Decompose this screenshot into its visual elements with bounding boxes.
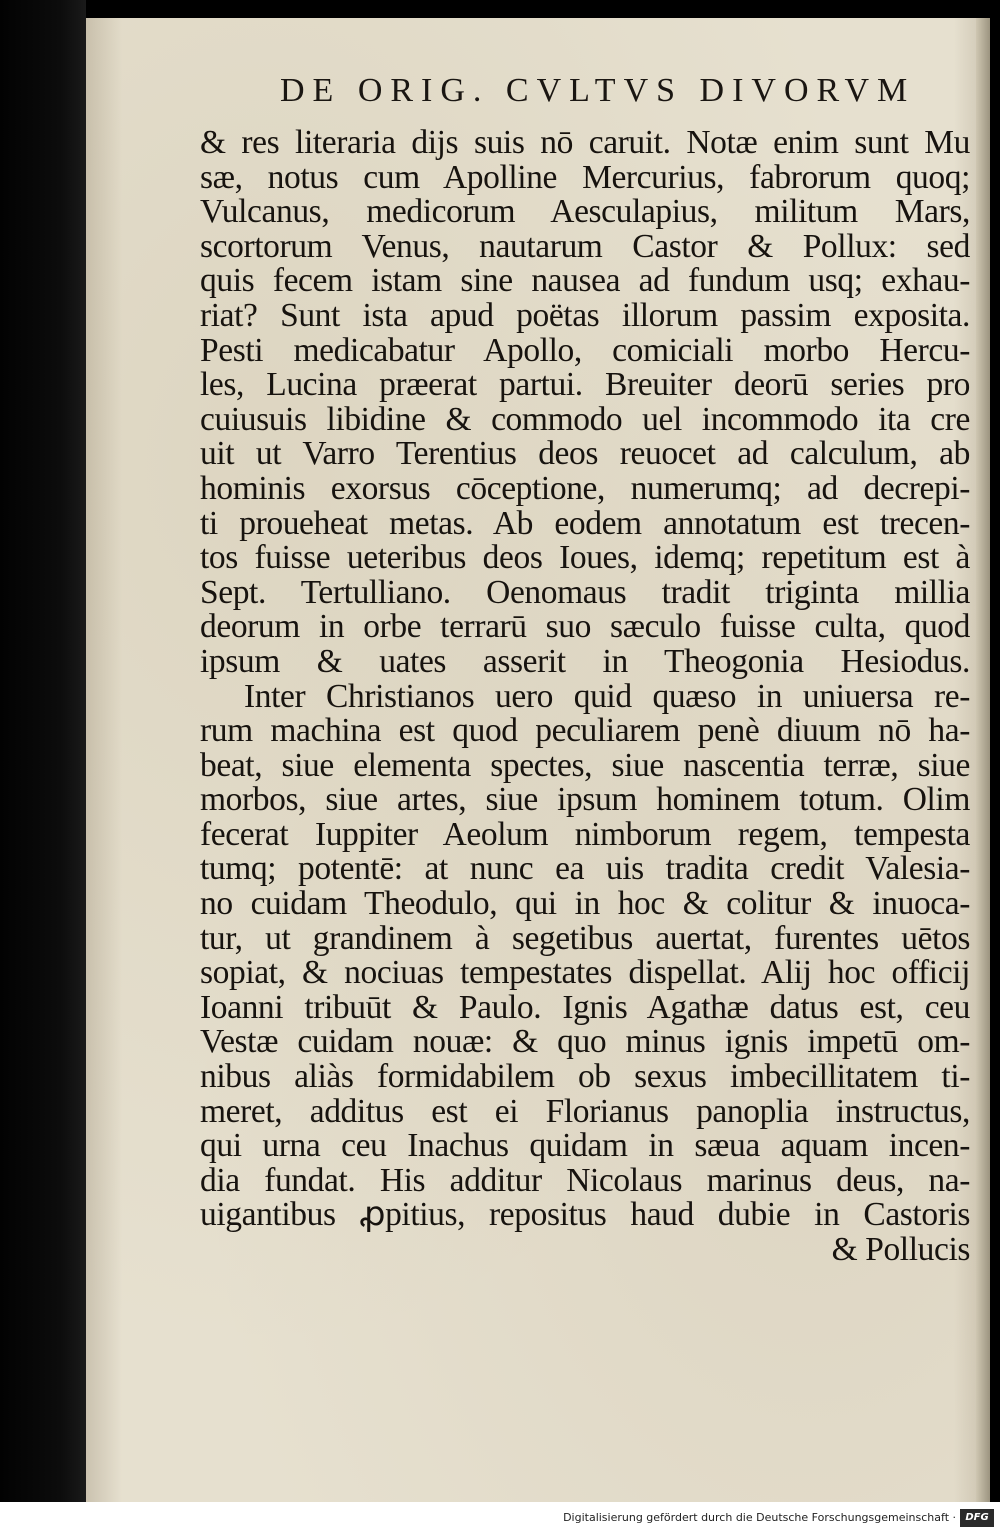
text-line: qui urna ceu Inachus quidam in sæua aquam incen- <box>200 1127 970 1165</box>
footer-bar <box>0 1502 1000 1532</box>
text-block <box>200 126 970 1268</box>
text-line: & Pollucis <box>831 1231 970 1268</box>
text-line: ti proueheat metas. Ab eodem annotatum est trecen- <box>200 504 970 542</box>
scanner-edge <box>0 0 86 1532</box>
text-line: deorum in orbe terrarū suo sæculo fuisse culta, quod <box>200 608 970 646</box>
text-line: meret, additus est ei Florianus panoplia instructus, <box>200 1092 970 1130</box>
text-line: tos fuisse ueteribus deos Ioues, idemq; repetitum est à <box>200 539 970 577</box>
text-line: tumq; potentē: at nunc ea uis tradita credit Valesia- <box>200 850 970 888</box>
text-line: quis fecem istam sine nausea ad fundum usq; exhau- <box>200 262 970 300</box>
dfg-logo: DFG <box>960 1509 994 1527</box>
footer-credit: Digitalisierung gefördert durch die Deutsche Forschungsgemeinschaft · <box>563 1511 956 1524</box>
text-line: nibus aliàs formidabilem ob sexus imbecillitatem ti- <box>200 1058 970 1096</box>
text-line: beat, siue elementa spectes, siue nascentia terræ, siue <box>200 746 970 784</box>
text-line: tur, ut grandinem à segetibus auertat, furentes uētos <box>200 919 970 957</box>
text-line: scortorum Venus, nautarum Castor & Pollux: sed <box>200 227 970 265</box>
text-line: no cuidam Theodulo, qui in hoc & colitur & inuoca- <box>200 885 970 923</box>
text-line: Ioanni tribuūt & Paulo. Ignis Agathæ datus est, ceu <box>200 988 970 1026</box>
running-head: DE ORIG. CVLTVS DIVORVM <box>280 72 916 109</box>
text-line: les, Lucina præerat partui. Breuiter deorū series pro <box>200 366 970 404</box>
text-line: sæ, notus cum Apolline Mercurius, fabrorum quoq; <box>200 158 970 196</box>
text-line: uigantibus ꝓpitius, repositus haud dubie in Castoris <box>200 1196 970 1234</box>
text-line: Pesti medicabatur Apollo, comiciali morbo Hercu- <box>200 331 970 369</box>
text-line: & res literaria dijs suis nō caruit. Notæ enim sunt Mu <box>200 124 970 161</box>
text-line: Inter Christianos uero quid quæso in uniuersa re- <box>244 677 970 715</box>
text-line: hominis exorsus cōceptione, numerumq; ad decrepi- <box>200 469 970 507</box>
page-edge <box>976 18 990 1502</box>
text-line: dia fundat. His additur Nicolaus marinus deus, na- <box>200 1161 970 1199</box>
text-line: Sept. Tertulliano. Oenomaus tradit triginta millia <box>200 573 970 611</box>
text-line: sopiat, & nociuas tempestates dispellat. Alij hoc officij <box>200 954 970 992</box>
text-line: rum machina est quod peculiarem penè diuum nō ha- <box>200 712 970 750</box>
text-line: riat? Sunt ista apud poëtas illorum passim exposita. <box>200 296 970 334</box>
text-line: cuiusuis libidine & commodo uel incommodo ita cre <box>200 400 970 438</box>
text-line: Vulcanus, medicorum Aesculapius, militum Mars, <box>200 193 970 231</box>
text-line: uit ut Varro Terentius deos reuocet ad calculum, ab <box>200 435 970 473</box>
text-line: fecerat Iuppiter Aeolum nimborum regem, tempesta <box>200 815 970 853</box>
text-line: ipsum & uates asserit in Theogonia Hesiodus. <box>200 642 970 680</box>
text-line: morbos, siue artes, siue ipsum hominem totum. Olim <box>200 781 970 819</box>
text-line: Vestæ cuidam nouæ: & quo minus ignis impetū om- <box>200 1023 970 1061</box>
